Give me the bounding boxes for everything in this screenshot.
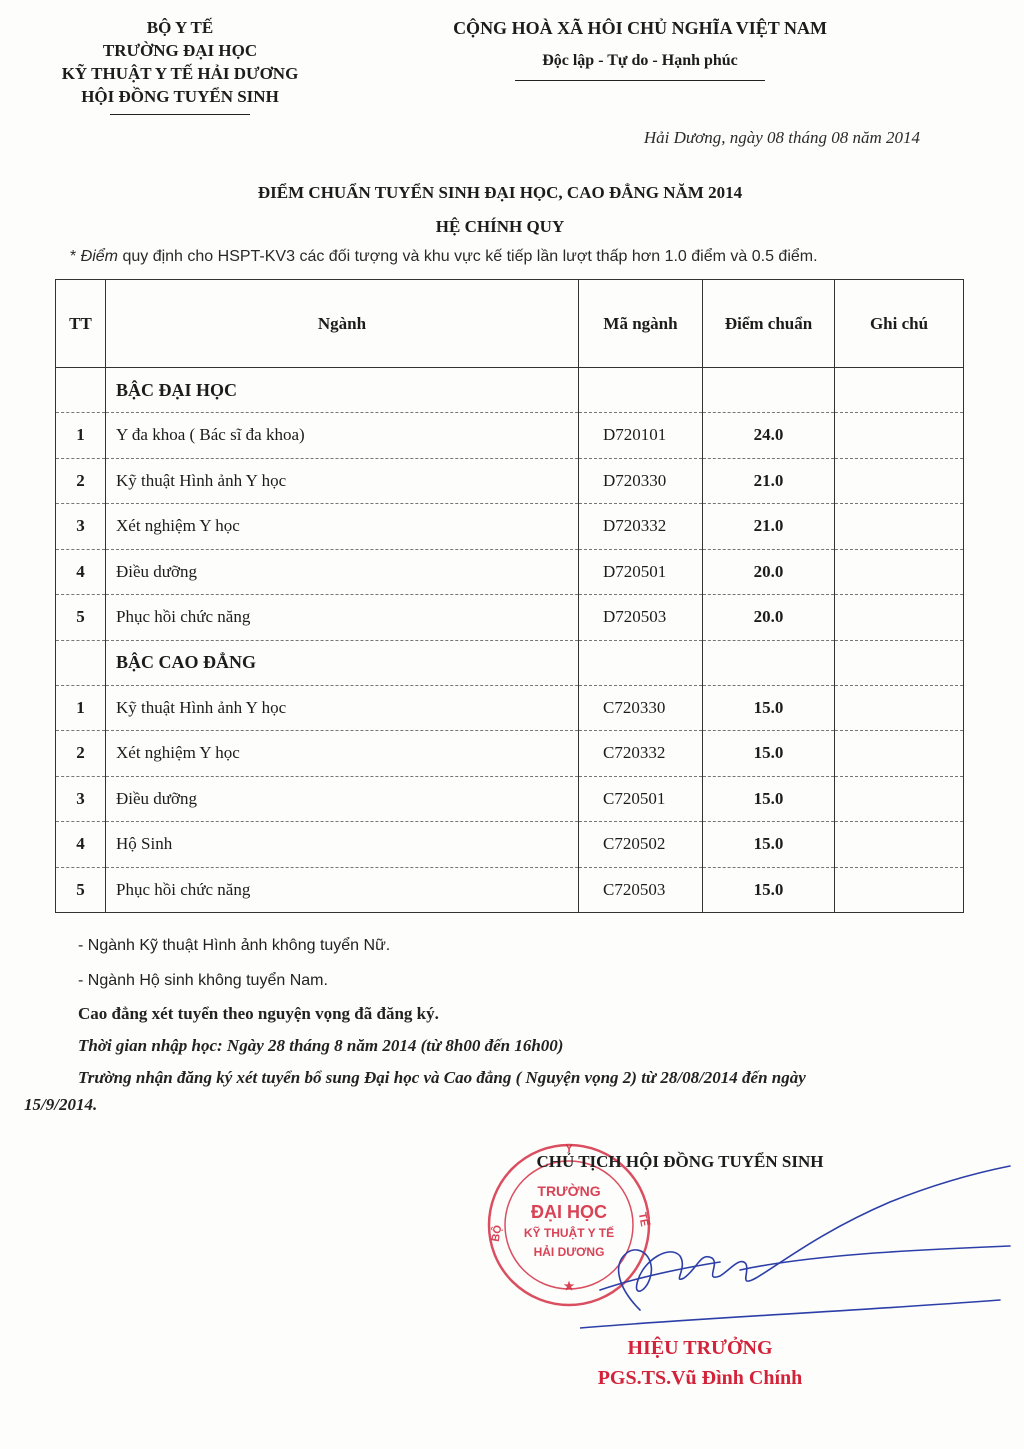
header-code: Mã ngành xyxy=(579,280,703,368)
stamp-line3: KỸ THUẬT Y TẾ xyxy=(523,1226,615,1240)
row-score: 24.0 xyxy=(703,413,835,459)
row-code: D720330 xyxy=(579,458,703,504)
footnote-midwifery: - Ngành Hộ sinh không tuyển Nam. xyxy=(78,972,328,989)
row-note xyxy=(835,595,964,641)
row-tt: 2 xyxy=(56,458,106,504)
row-code: C720502 xyxy=(579,822,703,868)
table-row xyxy=(56,867,964,913)
table-row xyxy=(56,413,964,459)
row-tt: 1 xyxy=(56,685,106,731)
row-note xyxy=(835,867,964,913)
footnote-supplementary-line1: Trường nhận đăng ký xét tuyển bổ sung Đại học và Cao đẳng ( Nguyện vọng 2) từ 28/08/2014 đến ngày xyxy=(78,1068,806,1087)
row-code: D720503 xyxy=(579,595,703,641)
document-subtitle: HỆ CHÍNH QUY xyxy=(435,217,565,236)
table-header-row xyxy=(56,280,964,368)
row-tt: 4 xyxy=(56,549,106,595)
row-score: 15.0 xyxy=(703,685,835,731)
row-code: C720501 xyxy=(579,776,703,822)
row-note xyxy=(835,458,964,504)
ministry-name: BỘ Y TẾ xyxy=(146,18,214,37)
row-code: C720503 xyxy=(579,867,703,913)
footnote-supplementary-line2: 15/9/2014. xyxy=(24,1095,98,1114)
table-row xyxy=(56,685,964,731)
national-motto: Độc lập - Tự do - Hạnh phúc xyxy=(542,52,738,69)
row-note xyxy=(835,685,964,731)
handwritten-signature xyxy=(580,1160,1020,1340)
row-code: C720330 xyxy=(579,685,703,731)
stamp-line1: TRƯỜNG xyxy=(537,1183,601,1199)
chair-title: CHỦ TỊCH HỘI ĐỒNG TUYỂN SINH xyxy=(536,1152,824,1171)
row-major: Phục hồi chức năng xyxy=(106,867,579,913)
table-row xyxy=(56,458,964,504)
signatory-position: HIỆU TRƯỞNG xyxy=(627,1337,773,1359)
row-score: 15.0 xyxy=(703,776,835,822)
row-major: Điều dưỡng xyxy=(106,776,579,822)
country-name: CỘNG HOÀ XÃ HÔI CHỦ NGHĨA VIỆT NAM xyxy=(453,18,827,38)
section-row-university xyxy=(56,368,964,413)
row-major: Kỹ thuật Hình ảnh Y học xyxy=(106,685,579,731)
row-code: C720332 xyxy=(579,731,703,777)
table-row xyxy=(56,504,964,550)
document-title: ĐIỂM CHUẨN TUYỂN SINH ĐẠI HỌC, CAO ĐẲNG NĂM 2014 xyxy=(257,183,743,202)
row-major: Phục hồi chức năng xyxy=(106,595,579,641)
footnote-imaging: - Ngành Kỹ thuật Hình ảnh không tuyển Nữ. xyxy=(78,937,391,954)
row-tt: 1 xyxy=(56,413,106,459)
header-note: Ghi chú xyxy=(835,280,964,368)
table-row xyxy=(56,776,964,822)
row-major: Kỹ thuật Hình ảnh Y học xyxy=(106,458,579,504)
stamp-line2: ĐẠI HỌC xyxy=(531,1202,607,1222)
row-code: D720332 xyxy=(579,504,703,550)
issue-date: Hải Dương, ngày 08 tháng 08 năm 2014 xyxy=(643,128,920,147)
row-tt: 3 xyxy=(56,776,106,822)
table-row xyxy=(56,731,964,777)
stamp-line4: HẢI DƯƠNG xyxy=(533,1245,605,1259)
row-major: Hộ Sinh xyxy=(106,822,579,868)
row-note xyxy=(835,822,964,868)
row-note xyxy=(835,413,964,459)
table-row xyxy=(56,822,964,868)
row-tt: 4 xyxy=(56,822,106,868)
row-tt: 2 xyxy=(56,731,106,777)
table-row xyxy=(56,549,964,595)
row-major: Y đa khoa ( Bác sĩ đa khoa) xyxy=(106,413,579,459)
row-score: 15.0 xyxy=(703,731,835,777)
stamp-star-icon: ★ xyxy=(563,1279,575,1293)
section-label: BẬC CAO ĐẲNG xyxy=(106,640,579,685)
section-label: BẬC ĐẠI HỌC xyxy=(106,368,579,413)
row-score: 20.0 xyxy=(703,549,835,595)
row-tt: 5 xyxy=(56,867,106,913)
row-note xyxy=(835,776,964,822)
row-major: Xét nghiệm Y học xyxy=(106,731,579,777)
row-tt: 5 xyxy=(56,595,106,641)
note-emphasis: Điểm xyxy=(80,248,119,265)
header-major: Ngành xyxy=(106,280,579,368)
row-major: Điều dưỡng xyxy=(106,549,579,595)
header-right-divider xyxy=(515,80,765,81)
row-note xyxy=(835,504,964,550)
header-left-divider xyxy=(110,114,250,115)
note-prefix: * xyxy=(70,248,81,265)
row-note xyxy=(835,549,964,595)
header-score: Điểm chuẩn xyxy=(703,280,835,368)
row-tt: 3 xyxy=(56,504,106,550)
table-row xyxy=(56,595,964,641)
university-name-line2: KỸ THUẬT Y TẾ HẢI DƯƠNG xyxy=(61,64,299,83)
national-header xyxy=(420,16,860,81)
row-score: 15.0 xyxy=(703,822,835,868)
signatory-name: PGS.TS.Vũ Đình Chính xyxy=(597,1367,803,1389)
row-score: 21.0 xyxy=(703,458,835,504)
row-note xyxy=(835,731,964,777)
row-code: D720101 xyxy=(579,413,703,459)
scores-table xyxy=(55,279,964,913)
row-score: 15.0 xyxy=(703,867,835,913)
footnote-enrollment-time: Thời gian nhập học: Ngày 28 tháng 8 năm 2014 (từ 8h00 đến 16h00) xyxy=(78,1036,564,1055)
row-code: D720501 xyxy=(579,549,703,595)
score-note xyxy=(70,248,970,266)
row-score: 20.0 xyxy=(703,595,835,641)
header-tt: TT xyxy=(56,280,106,368)
section-row-college xyxy=(56,640,964,685)
row-score: 21.0 xyxy=(703,504,835,550)
university-name-line1: TRƯỜNG ĐẠI HỌC xyxy=(102,41,258,60)
signatory-block xyxy=(560,1333,840,1393)
note-text: quy định cho HSPT-KV3 các đối tượng và khu vực kế tiếp lần lượt thấp hơn 1.0 điểm và 0.5 điểm. xyxy=(118,248,818,265)
footnote-college-admission: Cao đẳng xét tuyển theo nguyện vọng đã đăng ký. xyxy=(78,1004,439,1023)
issuer-header xyxy=(30,16,330,115)
stamp-arc-top: Y xyxy=(565,1143,573,1155)
council-name: HỘI ĐỒNG TUYỂN SINH xyxy=(81,87,279,106)
row-major: Xét nghiệm Y học xyxy=(106,504,579,550)
stamp-arc-left: BỘ xyxy=(489,1224,505,1243)
stamp-arc-right: TẾ xyxy=(635,1211,651,1228)
